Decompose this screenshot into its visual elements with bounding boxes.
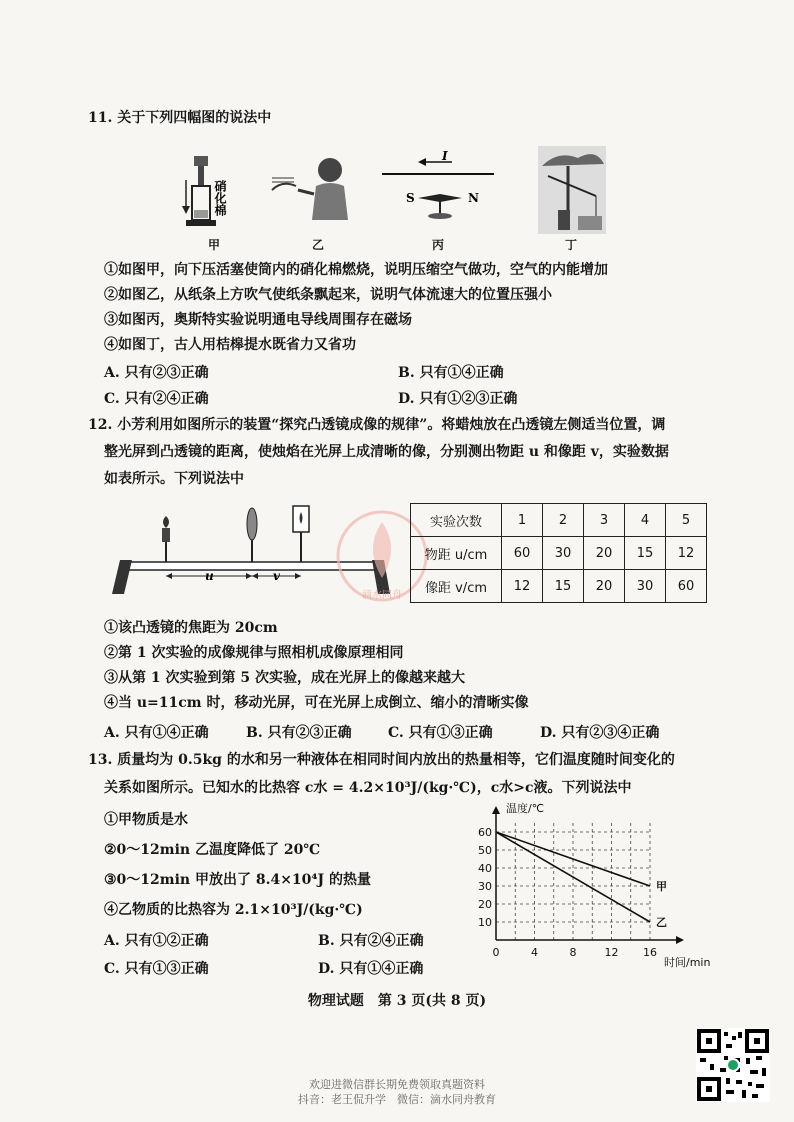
y-axis-arrow	[492, 806, 500, 814]
v-cell: 15	[543, 570, 584, 603]
q12-statement-1: ①该凸透镜的焦距为 20cm	[104, 620, 278, 636]
table-row-v	[411, 570, 707, 603]
page-number: 物理试题 第 3 页(共 8 页)	[307, 993, 487, 1009]
q12-line-2: 整光屏到凸透镜的距离，使烛焰在光屏上成清晰的像，分别测出物距 u 和像距 v，实验数据	[104, 444, 669, 460]
q13-statement-4: ④乙物质的比热容为 2.1×10³J/(kg·℃)	[104, 902, 363, 918]
caption-ding: 丁	[565, 238, 578, 252]
x-axis-label: 时间/min	[664, 956, 711, 969]
q11-option-b: B. 只有①④正确	[398, 365, 504, 381]
x-tick-label: 12	[604, 946, 619, 959]
q12-option-d: D. 只有②③④正确	[540, 725, 660, 741]
u-cell: 30	[543, 537, 584, 570]
q12-line-1: 12. 小芳利用如图所示的装置“探究凸透镜成像的规律”。将蜡烛放在凸透镜左侧适当位置，调	[88, 417, 666, 433]
x-axis-arrow	[676, 936, 684, 944]
q13-statement-2: ②0～12min 乙温度降低了 20℃	[104, 842, 321, 858]
q11-statement-1: ①如图甲，向下压活塞使筒内的硝化棉燃烧，说明压缩空气做功，空气的内能增加	[104, 262, 608, 278]
q11-option-d: D. 只有①②③正确	[398, 391, 518, 407]
y-axis-label: 温度/℃	[506, 802, 545, 815]
q11-statement-3: ③如图丙，奥斯特实验说明通电导线周围存在磁场	[104, 312, 412, 328]
q13-statement-3: ③0～12min 甲放出了 8.4×10⁴J 的热量	[104, 872, 372, 888]
label-n-pole: N	[468, 191, 479, 205]
label-s-pole: S	[406, 191, 415, 205]
temperature-time-chart	[460, 800, 730, 976]
caption-jia: 甲	[208, 238, 221, 252]
table-row-u	[411, 537, 707, 570]
y-tick-label: 30	[478, 880, 492, 893]
u-cell: 20	[584, 537, 625, 570]
q12-option-a: A. 只有①④正确	[104, 725, 209, 741]
label-current: I	[442, 150, 448, 163]
trial-cell: 2	[543, 504, 584, 537]
trial-cell: 3	[584, 504, 625, 537]
q11-statement-2: ②如图乙，从纸条上方吹气使纸条飘起来，说明气体流速大的位置压强小	[104, 287, 552, 303]
trial-cell: 5	[666, 504, 707, 537]
q11-title: 11. 关于下列四幅图的说法中	[88, 110, 272, 126]
row-u-label: 物距 u/cm	[411, 537, 502, 570]
trial-cell: 1	[502, 504, 543, 537]
q11-option-a: A. 只有②③正确	[104, 365, 209, 381]
svg-text:滴水同舟: 滴水同舟	[362, 590, 402, 601]
header-label: 实验次数	[411, 504, 502, 537]
q13-statement-1: ①甲物质是水	[104, 812, 188, 828]
label-u: u	[205, 569, 214, 583]
y-tick-label: 60	[478, 826, 492, 839]
caption-yi: 乙	[312, 238, 325, 252]
y-tick-label: 50	[478, 844, 492, 857]
promo-line-1: 欢迎进微信群长期免费领取真题资料	[309, 1078, 485, 1091]
q12-option-b: B. 只有②③正确	[246, 725, 352, 741]
caption-bing: 丙	[432, 238, 445, 252]
table-row-header	[411, 504, 707, 537]
trial-cell: 4	[625, 504, 666, 537]
u-cell: 12	[666, 537, 707, 570]
q13-option-c: C. 只有①③正确	[104, 961, 209, 977]
q11-option-c: C. 只有②④正确	[104, 391, 209, 407]
q13-option-d: D. 只有①④正确	[318, 961, 424, 977]
q11-statement-4: ④如图丁，古人用桔槔提水既省力又省功	[104, 337, 356, 353]
series-label-2: 乙	[656, 916, 667, 929]
v-cell: 12	[502, 570, 543, 603]
u-cell: 60	[502, 537, 543, 570]
y-tick-label: 20	[478, 898, 492, 911]
y-tick-label: 10	[478, 916, 492, 929]
x-tick-label: 16	[643, 946, 657, 959]
q12-statement-2: ②第 1 次实验的成像规律与照相机成像原理相同	[104, 645, 404, 661]
figure-ding-well-sweep	[538, 146, 606, 234]
u-cell: 15	[625, 537, 666, 570]
q12-data-table	[410, 503, 707, 603]
q12-statement-3: ③从第 1 次实验到第 5 次实验，成在光屏上的像越来越大	[104, 670, 465, 686]
figure-bing-oersted	[378, 150, 498, 234]
q12-line-3: 如表所示。下列说法中	[104, 471, 244, 487]
q13-option-b: B. 只有②④正确	[318, 933, 424, 949]
v-cell: 20	[584, 570, 625, 603]
x-tick-label: 0	[492, 946, 500, 959]
promo-line-2: 抖音：老王侃升学 微信：滴水同舟教育	[298, 1093, 496, 1106]
v-cell: 30	[625, 570, 666, 603]
q12-statement-4: ④当 u=11cm 时，移动光屏，可在光屏上成倒立、缩小的清晰实像	[104, 695, 529, 711]
v-cell: 60	[666, 570, 707, 603]
y-tick-label: 40	[478, 862, 492, 875]
series-label-1: 甲	[656, 880, 667, 893]
x-tick-label: 4	[531, 946, 538, 959]
q13-line-1: 13. 质量均为 0.5kg 的水和另一种液体在相同时间内放出的热量相等，它们温度随时间变化的	[88, 752, 675, 768]
q12-option-c: C. 只有①③正确	[388, 725, 493, 741]
q13-line-2: 关系如图所示。已知水的比热容 c水 = 4.2×10³J/(kg·℃)，c水>c液。下列说法中	[104, 780, 632, 796]
figure-jia-piston	[180, 150, 240, 234]
x-tick-label: 8	[569, 946, 577, 959]
row-v-label: 像距 v/cm	[411, 570, 502, 603]
figure-yi-blowing	[268, 150, 358, 234]
label-xiaohuamian: 硝化棉	[213, 180, 227, 216]
q13-option-a: A. 只有①②正确	[104, 933, 209, 949]
label-v: v	[273, 569, 280, 583]
